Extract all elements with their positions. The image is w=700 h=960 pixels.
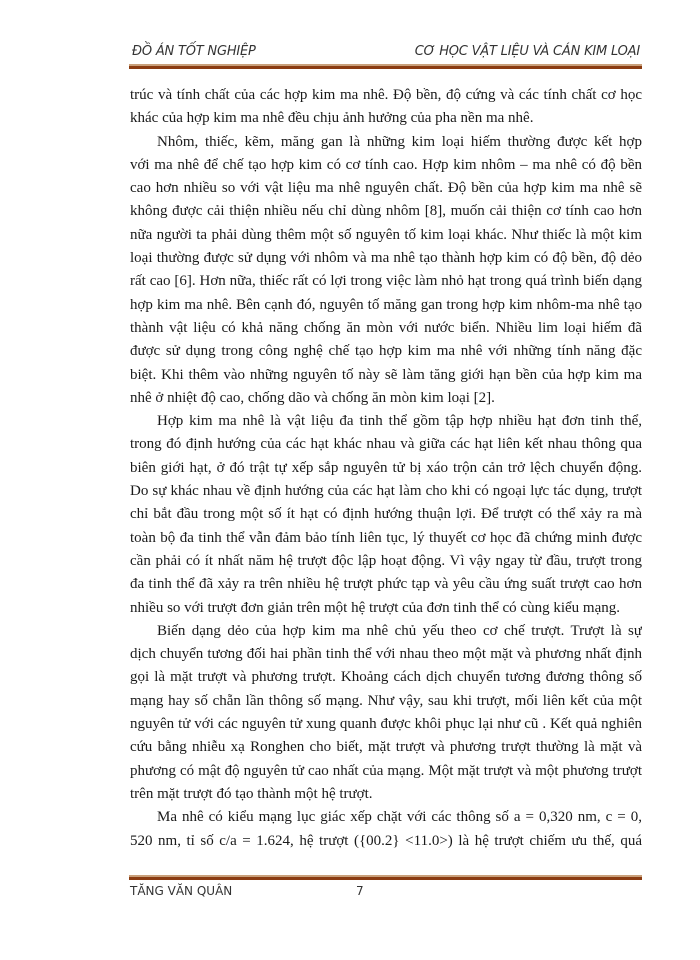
- text-line: biên giới hạt, ở đó trật tự xếp sắp nguyên tử bị xáo trộn cản trở lệch chuyển động.: [130, 459, 642, 476]
- text-line: thành vật liệu có khả năng chống ăn mòn với nước biển. Nhiều lim loại hiếm đã: [130, 319, 642, 336]
- footer-author: TĂNG VĂN QUÂN: [130, 884, 233, 898]
- text-line: trúc và tính chất của các hợp kim ma nhê. Độ bền, độ cứng và các tính chất cơ học: [130, 87, 642, 103]
- text-line: phương có mật độ nguyên tử cao nhất của mạng. Một mặt trượt và một phương trượt: [130, 762, 642, 779]
- text-line: nguyên tử với các nguyên tử xung quanh được khôi phục lại như cũ . Kết quả nghiên: [130, 716, 642, 733]
- page-footer: [130, 884, 642, 902]
- footer-rule-dark-band: [129, 877, 642, 880]
- header-rule: [129, 64, 642, 70]
- text-line: khác của hợp kim ma nhê đều chịu ảnh hưởng của pha nền ma nhê.: [130, 110, 534, 127]
- text-line: nữa người ta phải dùng thêm một số nguyên tố kim loại khác. Như thiếc là một kim: [130, 226, 642, 243]
- body-text: [130, 84, 642, 853]
- text-line: biệt. Khi thêm vào những nguyên tố này sẽ làm tăng giới hạn bền của hợp kim ma: [130, 366, 642, 383]
- text-line: rất cao [6]. Hơn nữa, thiếc rất có lợi trong việc làm nhỏ hạt trong quá trình biến dạng: [130, 273, 642, 290]
- text-line: toàn bộ đa tinh thể vẫn đảm bảo tính liên tục, lý thuyết cơ học đã chứng minh được: [130, 529, 642, 546]
- text-line: Nhôm, thiếc, kẽm, măng gan là những kim loại hiếm thường được kết hợp: [157, 133, 642, 150]
- page-header: [130, 40, 642, 62]
- footer-rule: [129, 875, 642, 881]
- text-line: trong đó định hướng của các hạt khác nhau và giữa các hạt liên kết nhau thông qua: [130, 436, 642, 453]
- text-line: được sử dụng trong công nghệ chế tạo hợp kim ma nhê với những tính năng đặc: [130, 343, 642, 360]
- text-line: chỉ bắt đầu trong một số ít hạt có định hướng thuận lợi. Để trượt có thể xảy ra mà: [130, 506, 642, 523]
- text-line: Biến dạng dẻo của hợp kim ma nhê chủ yếu theo cơ chế trượt. Trượt là sự: [157, 622, 642, 639]
- text-line: dịch chuyển tương đối hai phần tinh thể với nhau theo một mặt và phương nhất định: [130, 646, 642, 663]
- text-line: Hợp kim ma nhê là vật liệu đa tinh thể gồm tập hợp nhiều hạt đơn tinh thể,: [157, 413, 642, 430]
- text-line: hợp kim ma nhê. Bên cạnh đó, nguyên tố măng gan trong hợp kim nhôm-ma nhê tạo: [130, 296, 642, 313]
- text-line: đa tinh thể đã xảy ra trên nhiều hệ trượt phức tạp và yêu cầu ứng suất trượt cao hơn: [130, 576, 642, 593]
- header-rule-dark-band: [129, 66, 642, 69]
- header-left-title: ĐỒ ÁN TỐT NGHIỆP: [132, 44, 256, 59]
- text-line: trên mặt trượt đó tạo thành một hệ trượt.: [130, 785, 373, 802]
- text-line: cần phải có ít nhất năm hệ trượt độc lập hoạt động. Vì vậy ngay từ đầu, trượt trong: [130, 552, 642, 569]
- text-line: Ma nhê có kiểu mạng lục giác xếp chặt với các thông số a = 0,320 nm, c = 0,: [157, 809, 642, 826]
- page-number: 7: [356, 884, 364, 898]
- text-line: loại thường được sử dụng với nhôm và ma nhê tạo thành hợp kim có độ bền, độ dẻo: [130, 250, 642, 267]
- text-line: với ma nhê để chế tạo hợp kim có cơ tính cao. Hợp kim nhôm – ma nhê có độ bền: [130, 156, 642, 173]
- text-line: Do sự khác nhau về định hướng của các hạt làm cho khi có ngoại lực tác dụng, trượt: [130, 483, 642, 500]
- text-line: cao hơn nhiều so với vật liệu ma nhê nguyên chất. Độ bền của hợp kim ma nhê sẽ: [130, 180, 642, 197]
- text-line: nhê ở nhiệt độ cao, chống dão và chống ăn mòn kim loại [2].: [130, 389, 495, 406]
- text-line: 520 nm, tỉ số c/a = 1.624, hệ trượt ({00.2} <11.0>) là hệ trượt chiếm ưu thế, quá: [130, 832, 642, 849]
- text-line: mạng hay số chẵn lần thông số mạng. Như vậy, sau khi trượt, mối liên kết của một: [130, 692, 642, 709]
- text-line: nhiều so với trượt đơn giản trên một hệ trượt của đơn tinh thể có cùng kiểu mạng.: [130, 599, 620, 616]
- text-line: gọi là mặt trượt và phương trượt. Khoảng cách dịch chuyển tương đương thông số: [130, 669, 642, 686]
- text-line: cứu bằng nhiễu xạ Ronghen cho biết, mặt trượt và phương trượt thường là mặt và: [130, 739, 642, 756]
- header-right-title: CƠ HỌC VẬT LIỆU VÀ CÁN KIM LOẠI: [414, 44, 640, 59]
- text-line: không được cải thiện nhiều nếu chỉ dùng nhôm [8], muốn cải thiện cơ tính cao hơn: [130, 203, 642, 220]
